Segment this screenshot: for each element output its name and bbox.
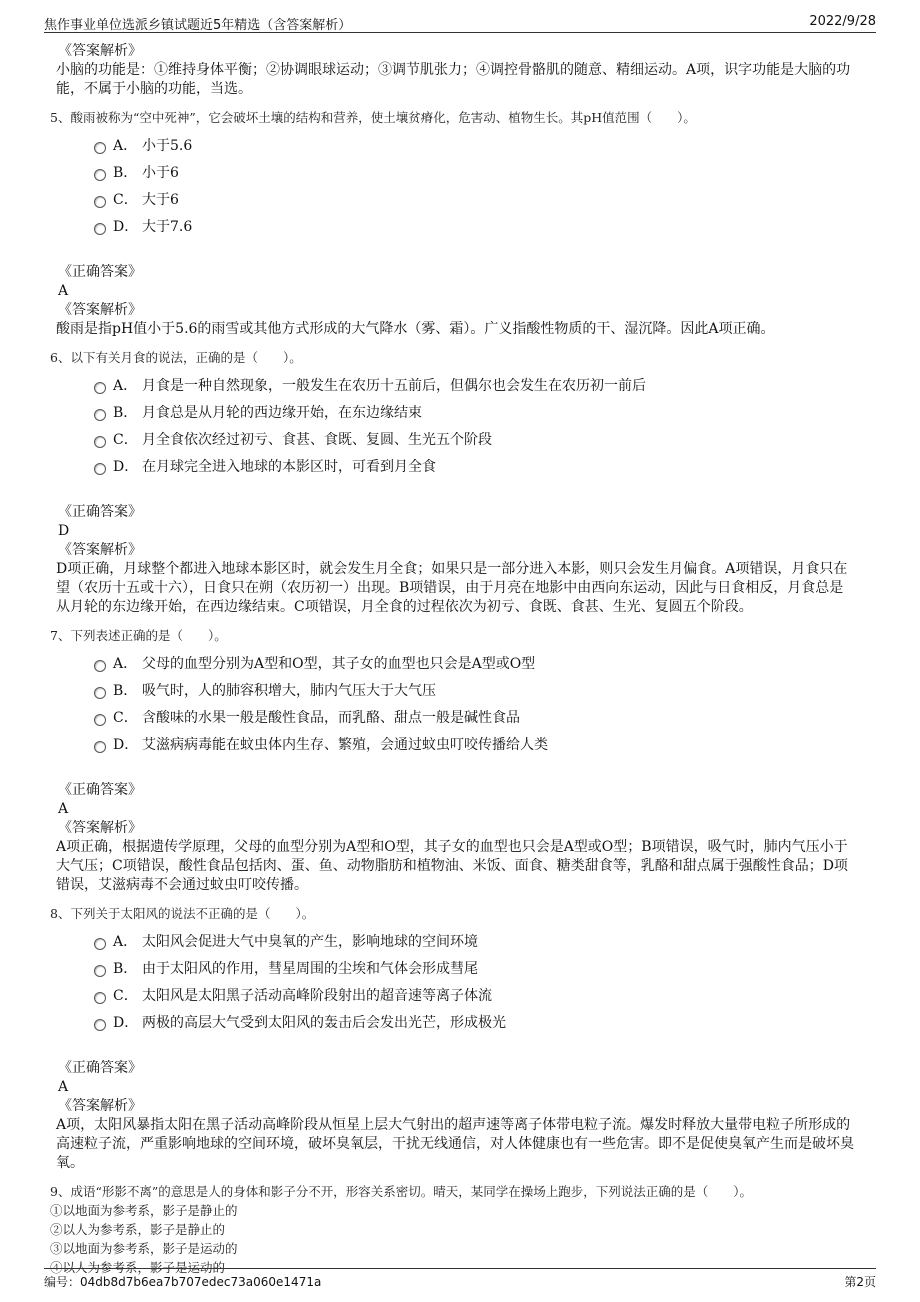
question-stem: 9、成语“形影不离”的意思是人的身体和影子分不开，形容关系密切。晴天，某同学在操场上跑步，下列说法正确的是（ ）。 — [50, 1184, 752, 1199]
option-list — [56, 373, 856, 481]
option-text: 太阳风会促进大气中臭氧的产生，影响地球的空间环境 — [142, 934, 478, 950]
option-b[interactable] — [56, 400, 856, 427]
radio-icon[interactable] — [94, 741, 106, 753]
analysis-label: 《答案解析》 — [58, 542, 142, 558]
radio-icon[interactable] — [94, 196, 106, 208]
option-text: 由于太阳风的作用，彗星周围的尘埃和气体会形成彗尾 — [142, 961, 478, 977]
option-b[interactable] — [56, 160, 856, 187]
analysis-text: A项，太阳风暴指太阳在黑子活动高峰阶段从恒星上层大气射出的超声速等离子体带电粒子流。爆发时释放大量带电粒子所形成的高速粒子流，严重影响地球的空间环境，破坏臭氧层，干扰无线通信，对人体健康也有一些危害。即不是促使臭氧产生而是破坏臭氧。 — [56, 1117, 854, 1171]
radio-icon[interactable] — [94, 436, 106, 448]
option-c[interactable] — [56, 427, 856, 454]
radio-icon[interactable] — [94, 992, 106, 1004]
document-code: 编号：04db8d7b6ea7b707edec73a060e1471a — [44, 1275, 322, 1289]
option-text: 小于5.6 — [142, 138, 193, 154]
option-letter: B． — [113, 405, 138, 421]
analysis-label: 《答案解析》 — [58, 302, 142, 318]
analysis-text: D项正确，月球整个都进入地球本影区时，就会发生月全食；如果只是一部分进入本影，则只会发生月偏食。A项错误，月食只在望（农历十五或十六），日食只在朔（农历初一）出现。B项错误，由于月亮在地影中由西向东运动，因此与日食相反，月食总是从月轮的东边缘开始，在西边缘结束。C项错误，月全食的过程依次为初亏、食既、食甚、生光、复圆五个阶段。 — [56, 561, 848, 615]
page-header — [44, 10, 876, 33]
option-text: 在月球完全进入地球的本影区时，可看到月全食 — [142, 459, 436, 475]
question-block — [50, 1183, 856, 1277]
analysis-text: 小脑的功能是：①维持身体平衡；②协调眼球运动；③调节肌张力；④调控骨骼肌的随意、精细运动。A项，识字功能是大脑的功能，不属于小脑的功能，当选。 — [56, 62, 851, 97]
analysis-text: A项正确，根据遗传学原理，父母的血型分别为A型和O型，其子女的血型也只会是A型或O型；B项错误，吸气时，肺内气压小于大气压；C项错误，酸性食品包括肉、蛋、鱼、动物脂肪和植物油、米饭、面食、糖类甜食等，乳酪和甜点属于强酸性食品；D项错误，艾滋病毒不会通过蚊虫叮咬传播。 — [56, 839, 848, 893]
radio-icon[interactable] — [94, 142, 106, 154]
radio-icon[interactable] — [94, 169, 106, 181]
correct-answer-label: 《正确答案》 — [58, 1060, 142, 1076]
option-text: 月全食依次经过初亏、食甚、食既、复圆、生光五个阶段 — [142, 432, 492, 448]
option-text: 含酸味的水果一般是酸性食品，而乳酪、甜点一般是碱性食品 — [142, 710, 520, 726]
option-d[interactable] — [56, 1010, 856, 1037]
page-number: 第2页 — [844, 1275, 876, 1289]
option-a[interactable] — [56, 929, 856, 956]
statement-item: ②以人为参考系，影子是静止的 — [50, 1222, 226, 1237]
option-b[interactable] — [56, 678, 856, 705]
analysis-label: 《答案解析》 — [58, 43, 142, 59]
correct-answer: A — [58, 283, 69, 299]
option-text: 两极的高层大气受到太阳风的轰击后会发出光芒，形成极光 — [142, 1015, 506, 1031]
option-letter: C． — [113, 710, 138, 726]
radio-icon[interactable] — [94, 1019, 106, 1031]
document-date: 2022/9/28 — [809, 14, 876, 29]
question-stem: 6、以下有关月食的说法，正确的是（ ）。 — [50, 350, 302, 365]
correct-answer: A — [58, 1079, 69, 1095]
radio-icon[interactable] — [94, 223, 106, 235]
correct-answer-label: 《正确答案》 — [58, 504, 142, 520]
option-c[interactable] — [56, 187, 856, 214]
option-letter: A． — [113, 378, 138, 394]
document-title: 焦作事业单位选派乡镇试题近5年精选（含答案解析） — [44, 18, 352, 33]
option-letter: B． — [113, 683, 138, 699]
radio-icon[interactable] — [94, 660, 106, 672]
radio-icon[interactable] — [94, 409, 106, 421]
radio-icon[interactable] — [94, 714, 106, 726]
correct-answer-label: 《正确答案》 — [58, 782, 142, 798]
document-body — [50, 42, 856, 1277]
question-stem: 7、下列表述正确的是（ ）。 — [50, 628, 227, 643]
option-text: 父母的血型分别为A型和O型，其子女的血型也只会是A型或O型 — [142, 656, 536, 672]
option-letter: A． — [113, 138, 138, 154]
option-text: 小于6 — [142, 165, 179, 181]
radio-icon[interactable] — [94, 938, 106, 950]
option-text: 太阳风是太阳黑子活动高峰阶段射出的超音速等离子体流 — [142, 988, 492, 1004]
option-a[interactable] — [56, 133, 856, 160]
option-letter: C． — [113, 988, 138, 1004]
option-list — [56, 651, 856, 759]
option-list — [56, 929, 856, 1037]
option-letter: C． — [113, 432, 138, 448]
option-letter: D． — [113, 737, 139, 753]
correct-answer-label: 《正确答案》 — [58, 264, 142, 280]
question-block — [50, 905, 856, 1173]
option-letter: B． — [113, 165, 138, 181]
option-letter: D． — [113, 1015, 139, 1031]
option-text: 吸气时，人的肺容积增大，肺内气压大于大气压 — [142, 683, 436, 699]
radio-icon[interactable] — [94, 687, 106, 699]
option-d[interactable] — [56, 214, 856, 241]
option-text: 月食是一种自然现象，一般发生在农历十五前后，但偶尔也会发生在农历初一前后 — [142, 378, 646, 394]
question-stem: 5、酸雨被称为“空中死神”，它会破坏土壤的结构和营养，使土壤贫瘠化，危害动、植物生长。其pH值范围（ ）。 — [50, 110, 696, 125]
option-a[interactable] — [56, 373, 856, 400]
option-d[interactable] — [56, 732, 856, 759]
option-letter: C． — [113, 192, 138, 208]
option-text: 大于7.6 — [142, 219, 193, 235]
option-letter: D． — [113, 219, 139, 235]
radio-icon[interactable] — [94, 965, 106, 977]
statement-item: ④以人为参考系，影子是运动的 — [50, 1260, 226, 1275]
question-stem: 8、下列关于太阳风的说法不正确的是（ ）。 — [50, 906, 315, 921]
option-letter: A． — [113, 656, 138, 672]
question-block — [50, 109, 856, 339]
analysis-text: 酸雨是指pH值小于5.6的雨雪或其他方式形成的大气降水（雾、霜）。广义指酸性物质的干、湿沉降。因此A项正确。 — [56, 321, 775, 337]
option-letter: B． — [113, 961, 138, 977]
page-footer — [44, 1268, 876, 1291]
radio-icon[interactable] — [94, 463, 106, 475]
statement-item: ①以地面为参考系，影子是静止的 — [50, 1203, 238, 1218]
correct-answer: A — [58, 801, 69, 817]
option-text: 艾滋病病毒能在蚊虫体内生存、繁殖，会通过蚊虫叮咬传播给人类 — [142, 737, 548, 753]
option-list — [56, 133, 856, 241]
option-c[interactable] — [56, 705, 856, 732]
analysis-label: 《答案解析》 — [58, 1098, 142, 1114]
analysis-label: 《答案解析》 — [58, 820, 142, 836]
option-c[interactable] — [56, 983, 856, 1010]
correct-answer: D — [58, 523, 70, 539]
question-block — [50, 349, 856, 617]
option-b[interactable] — [56, 956, 856, 983]
option-text: 月食总是从月轮的西边缘开始，在东边缘结束 — [142, 405, 422, 421]
option-a[interactable] — [56, 651, 856, 678]
option-letter: D． — [113, 459, 139, 475]
option-d[interactable] — [56, 454, 856, 481]
option-letter: A． — [113, 934, 138, 950]
radio-icon[interactable] — [94, 382, 106, 394]
statement-item: ③以地面为参考系，影子是运动的 — [50, 1241, 238, 1256]
question-block — [50, 627, 856, 895]
option-text: 大于6 — [142, 192, 179, 208]
